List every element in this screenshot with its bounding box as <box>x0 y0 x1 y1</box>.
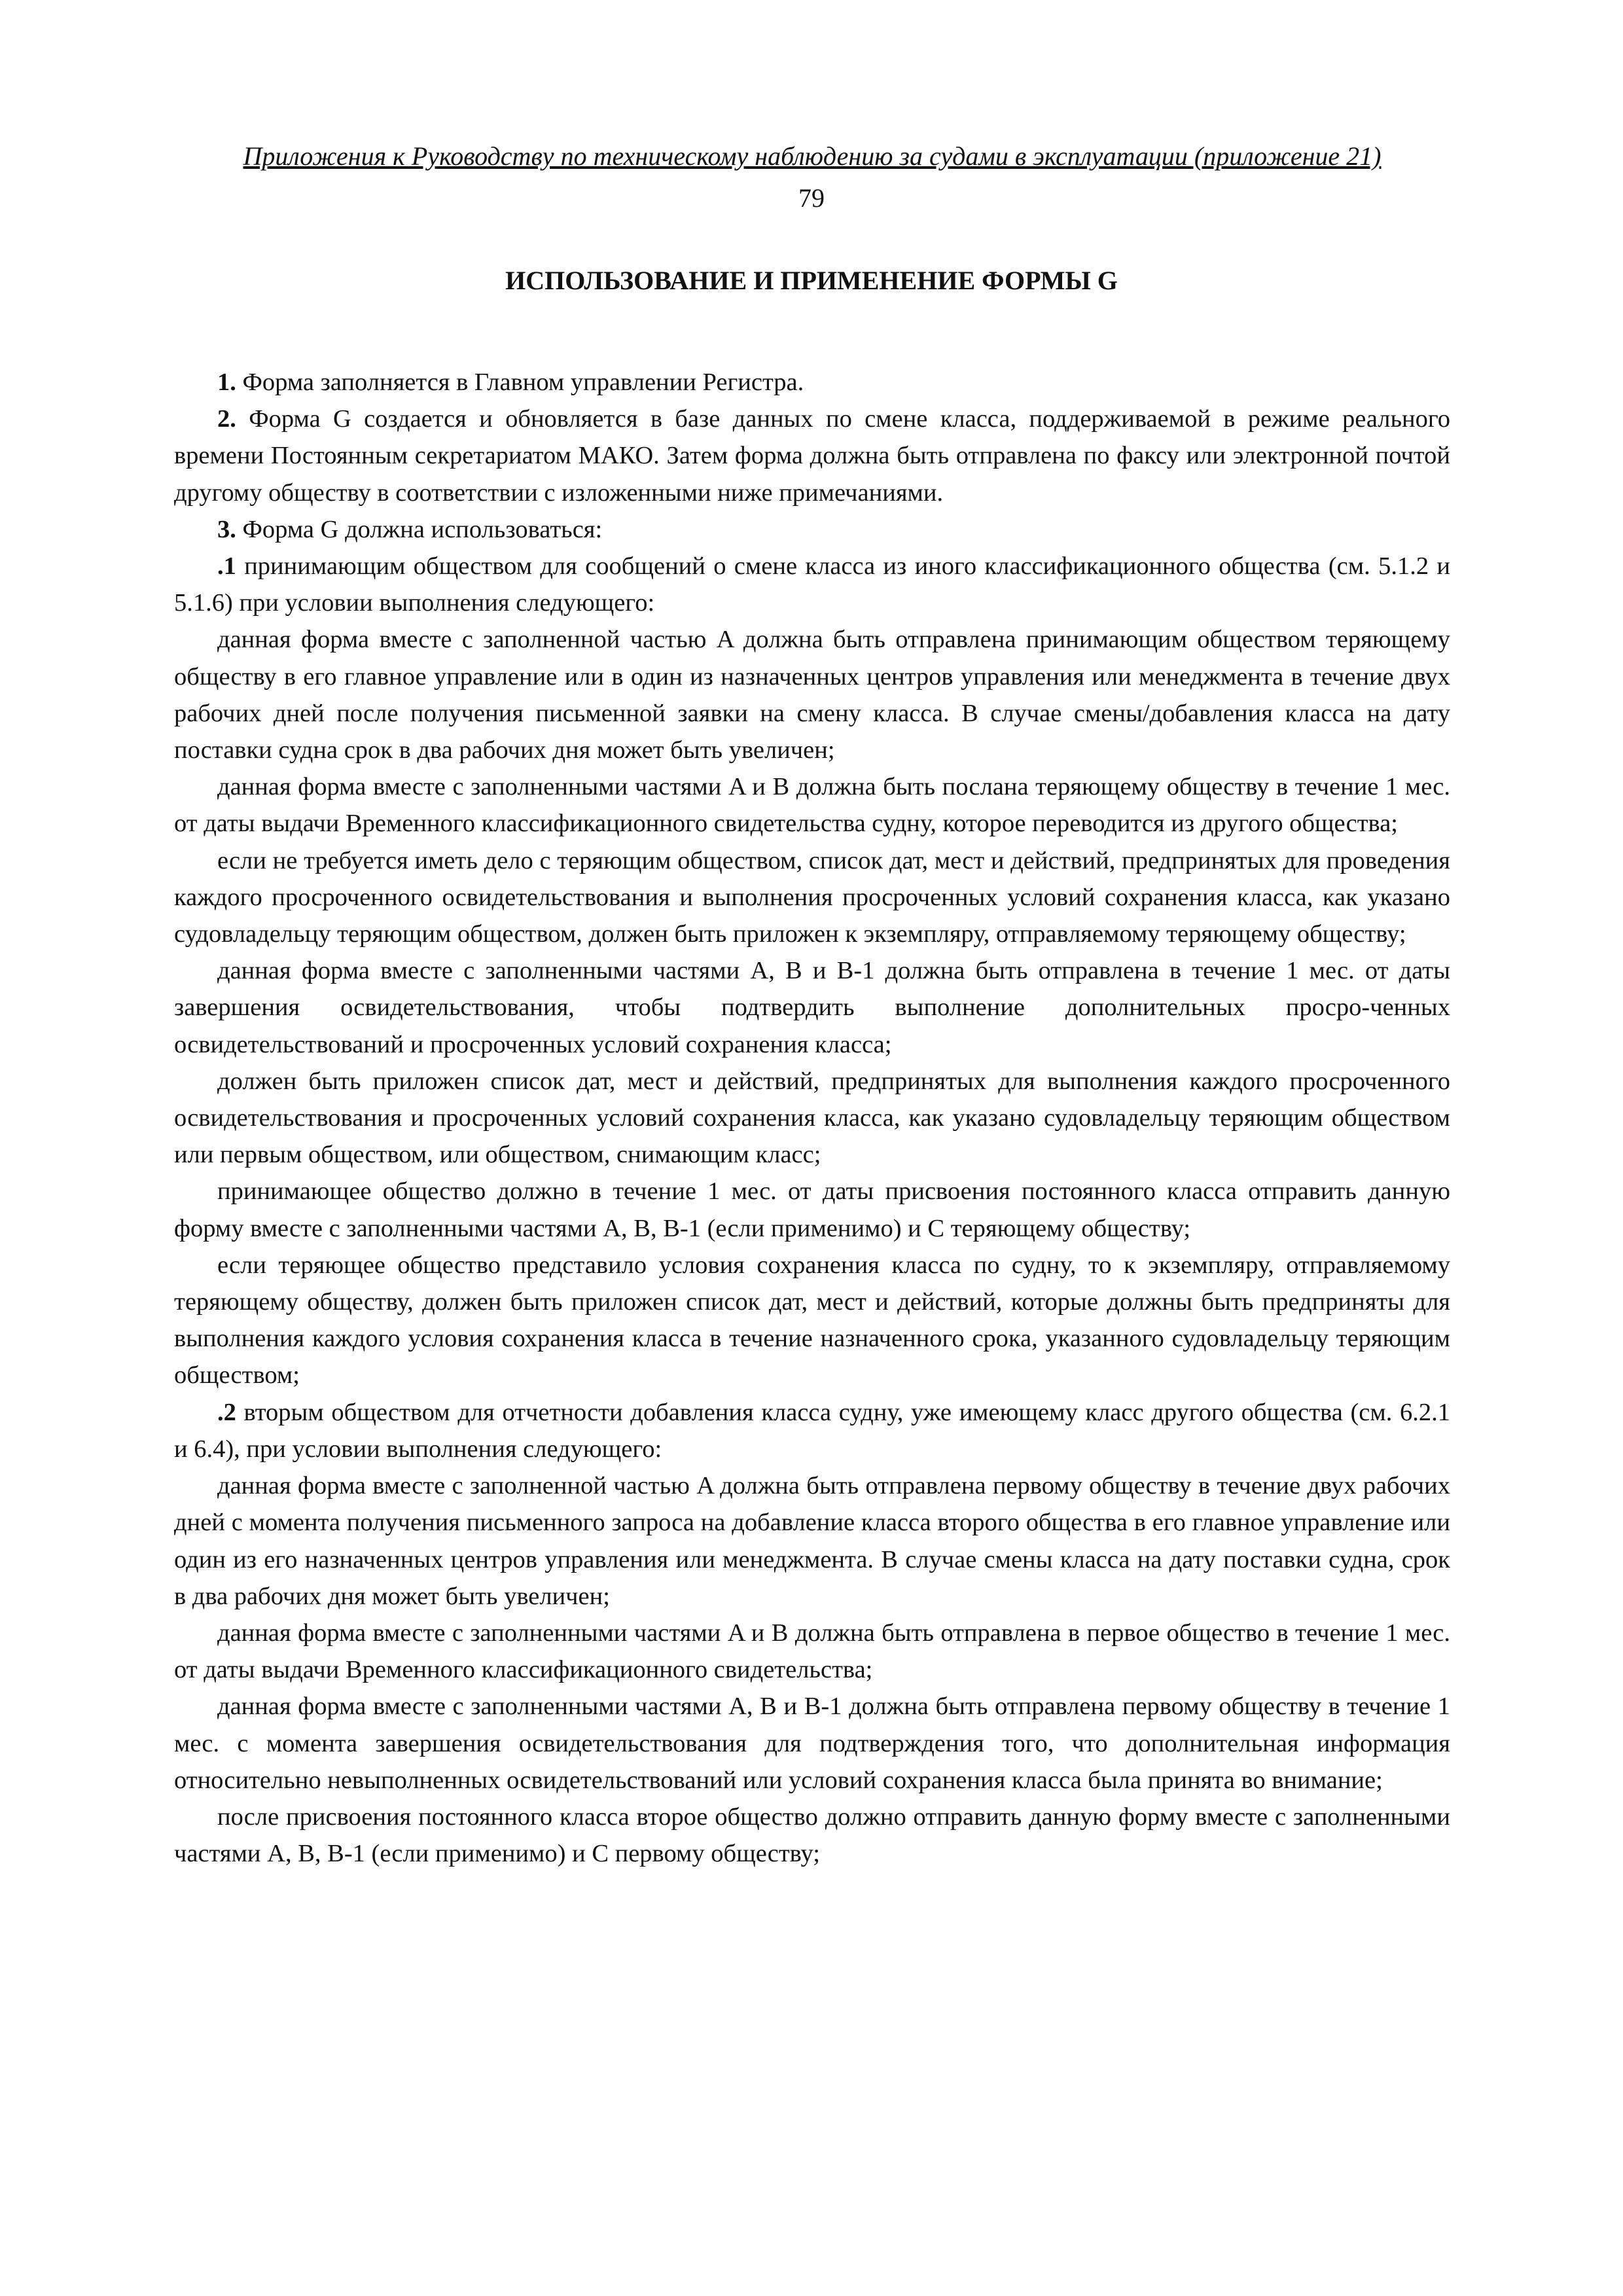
paragraph-text: принимающим обществом для сообщений о смене класса из иного классификационного общества (см. 5.1.2 и 5.1.6) при условии выполнения следующего: <box>174 552 1450 617</box>
paragraph-number: 2. <box>217 405 236 433</box>
paragraph-text: если не требуется иметь дело с теряющим обществом, список дат, мест и действий, предпринятых для проведения каждого просроченного освидетельствования и выполнения просроченных условий сохранения класса, как указано судовладельцу теряющим обществом, должен быть приложен к экземпляру, отправляемому теряющему обществу; <box>174 846 1450 948</box>
paragraph <box>174 1467 1450 1615</box>
paragraph <box>174 768 1450 842</box>
paragraph <box>174 548 1450 621</box>
paragraph <box>174 364 1450 401</box>
running-header: Приложения к Руководству по техническому наблюдению за судами в эксплуатации (приложение 21) <box>243 141 1382 171</box>
section-title: ИСПОЛЬЗОВАНИЕ И ПРИМЕНЕНИЕ ФОРМЫ G <box>505 266 1118 295</box>
paragraph-text: должен быть приложен список дат, мест и действий, предпринятых для выполнения каждого просроченного освидетельствования и просроченных условий сохранения класса, как указано судовладельцу теряющим обществом или первым обществом, или обществом, снимающим класс; <box>174 1067 1450 1169</box>
paragraph-text: после присвоения постоянного класса второе общество должно отправить данную форму вместе с заполненными частями A, B, B-1 (если применимо) и C первому обществу; <box>174 1803 1450 1868</box>
paragraph-text: принимающее общество должно в течение 1 мес. от даты присвоения постоянного класса отправить данную форму вместе с заполненными частями A, B, B-1 (если применимо) и C теряющему обществу; <box>174 1177 1450 1242</box>
paragraph-text: данная форма вместе с заполненными частями A и B должна быть отправлена в первое общество в течение 1 мес. от даты выдачи Временного классификационного свидетельства; <box>174 1619 1450 1684</box>
paragraph <box>174 1247 1450 1394</box>
paragraph-text: данная форма вместе с заполненной частью A должна быть отправлена первому обществу в течение двух рабочих дней с момента получения письменного запроса на добавление класса второго общества в его главное управление или один из его назначенных центров управления или менеджмента. В случае смены класса на дату поставки судна, срок в два рабочих дня может быть увеличен; <box>174 1472 1450 1610</box>
paragraph-text: вторым обществом для отчетности добавления класса судну, уже имеющему класс другого общества (см. 6.2.1 и 6.4), при условии выполнения следующего: <box>174 1398 1450 1463</box>
paragraph <box>174 1799 1450 1872</box>
paragraph <box>174 1394 1450 1467</box>
paragraph-number: .1 <box>217 552 236 581</box>
page-number: 79 <box>798 183 825 213</box>
paragraph-text: Форма G создается и обновляется в базе данных по смене класса, поддерживаемой в режиме реального времени Постоянным секретариатом МАКО. Затем форма должна быть отправлена по факсу или электронной почтой другому обществу в соответствии с изложенными ниже примечаниями. <box>174 405 1450 507</box>
paragraph-text: если теряющее общество представило условия сохранения класса по судну, то к экземпляру, отправляемому теряющему обществу, должен быть приложен список дат, мест и действий, которые должны быть предприняты для выполнения каждого условия сохранения класса в течение назначенного срока, указанного судовладельцу теряющим обществом; <box>174 1251 1450 1390</box>
paragraph-text: данная форма вместе с заполненными частями A, B и B-1 должна быть отправлена первому обществу в течение 1 мес. с момента завершения освидетельствования для подтверждения того, что дополнительная информация относительно невыполненных освидетельствований или условий сохранения класса была принята во внимание; <box>174 1693 1450 1794</box>
paragraph <box>174 621 1450 768</box>
paragraph-text: данная форма вместе с заполненными частями A, B и B-1 должна быть отправлена в течение 1 мес. от даты завершения освидетельствования, чтобы подтвердить выполнение дополнительных просро-ченных освидетельствований и просроченных условий сохранения класса; <box>174 957 1450 1058</box>
paragraph-text: данная форма вместе с заполненной частью A должна быть отправлена принимающим обществом теряющему обществу в его главное управление или в один из назначенных центров управления или менеджмента в течение двух рабочих дней после получения письменной заявки на смену класса. В случае смены/добавления класса на дату поставки судна срок в два рабочих дня может быть увеличен; <box>174 626 1450 764</box>
paragraph-text: данная форма вместе с заполненными частями A и B должна быть послана теряющему обществу в течение 1 мес. от даты выдачи Временного классификационного свидетельства судну, которое переводится из другого общества; <box>174 773 1450 838</box>
paragraph-number: .2 <box>217 1398 236 1426</box>
paragraph <box>174 511 1450 548</box>
paragraph <box>174 842 1450 953</box>
paragraph-text: Форма G должна использоваться: <box>236 515 603 543</box>
paragraph <box>174 1063 1450 1174</box>
body-text <box>174 364 1450 1872</box>
paragraph <box>174 1688 1450 1799</box>
paragraph <box>174 1173 1450 1246</box>
paragraph <box>174 1615 1450 1688</box>
paragraph <box>174 401 1450 511</box>
paragraph-number: 3. <box>217 515 236 543</box>
paragraph-number: 1. <box>217 368 236 396</box>
paragraph-text: Форма заполняется в Главном управлении Регистра. <box>236 368 804 396</box>
paragraph <box>174 952 1450 1063</box>
